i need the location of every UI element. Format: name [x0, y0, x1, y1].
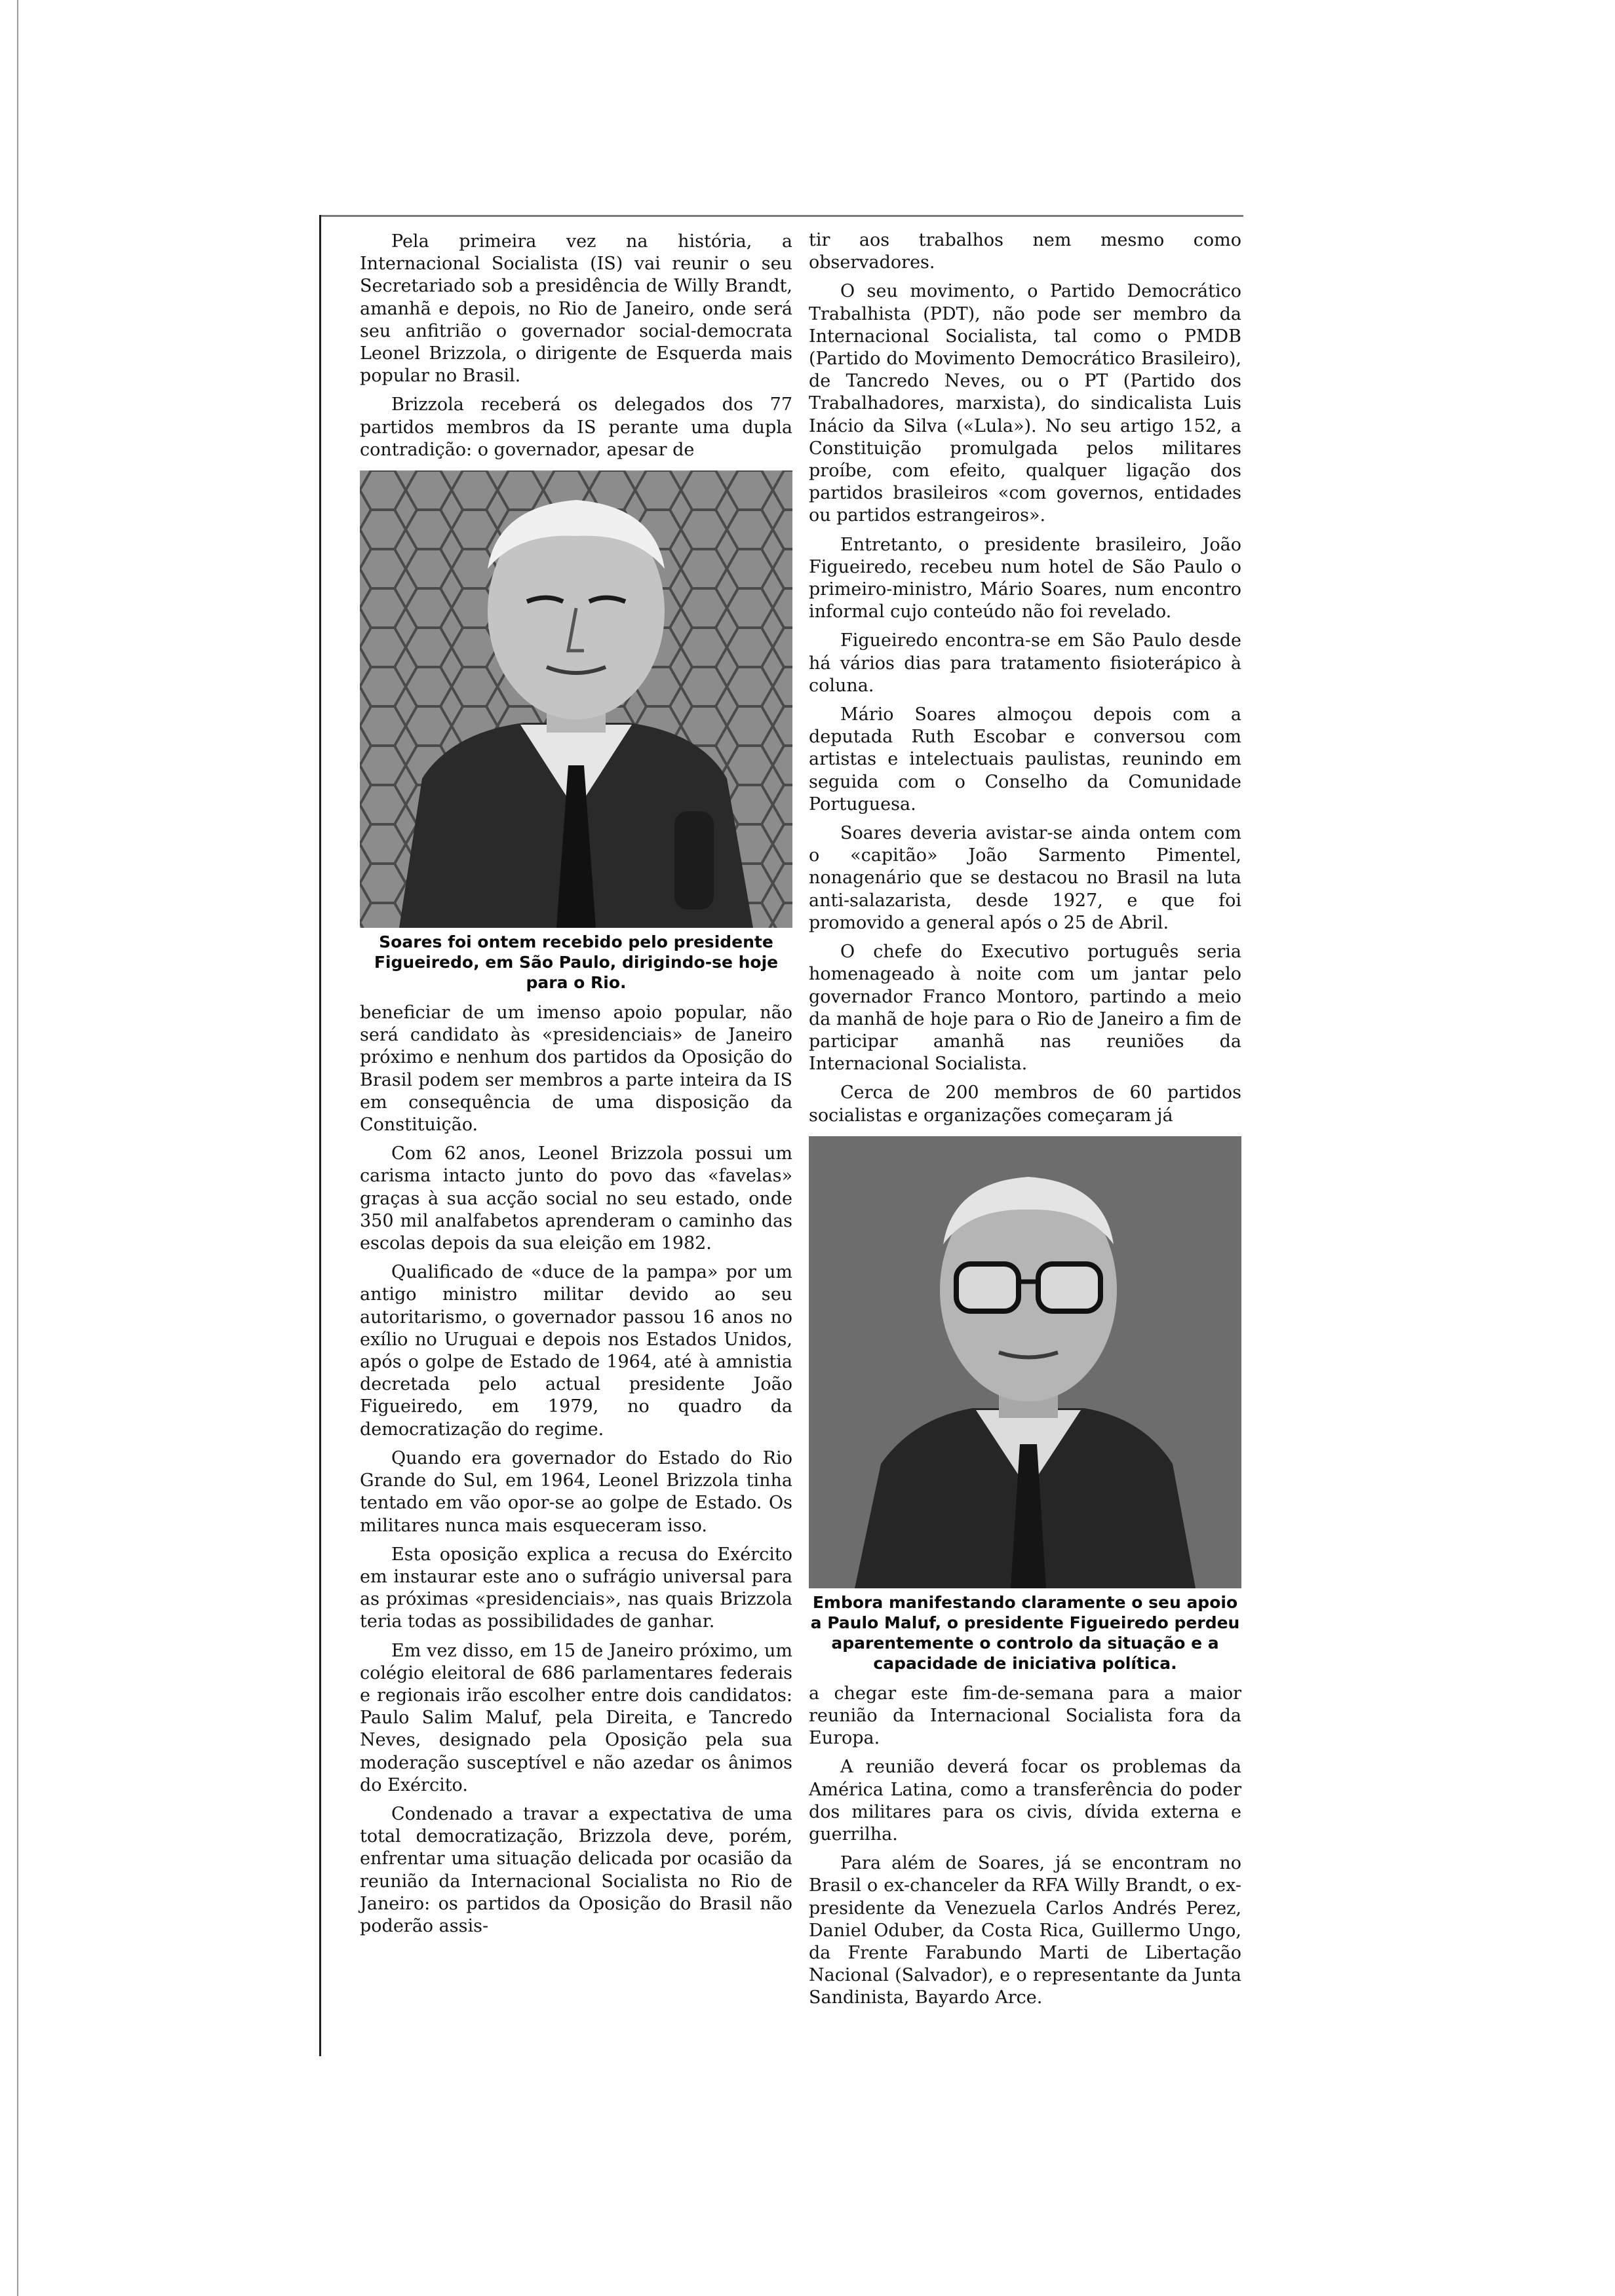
article-paragraph: Em vez disso, em 15 de Janeiro próximo, um colégio eleitoral de 686 parlamentares federais e regionais irão escolher entre dois candidatos: Paulo Salim Maluf, pela Direita, e Tancredo Neves, designado pela Oposição pela sua moderação susceptível e não azedar os ânimos do Exército.: [360, 1640, 792, 1795]
photo-caption: Embora manifestando claramente o seu apoio a Paulo Maluf, o presidente Figueiredo perdeu aparentemente o controlo da situação e a capacidade de iniciativa política.: [810, 1592, 1240, 1673]
scan-edge-line: [17, 0, 18, 2296]
newspaper-clipping: [319, 215, 1250, 2063]
article-column-left: [360, 231, 792, 1944]
article-paragraph: Quando era governador do Estado do Rio Grande do Sul, em 1964, Leonel Brizzola tinha tentado em vão opor-se ao golpe de Estado. Os militares nunca mais esqueceram isso.: [360, 1447, 792, 1536]
article-paragraph: a chegar este fim-de-semana para a maior reunião da Internacional Socialista fora da Europa.: [809, 1683, 1241, 1749]
article-paragraph: Com 62 anos, Leonel Brizzola possui um carisma intacto junto do povo das «favelas» graças à sua acção social no seu estado, onde 350 mil analfabetos aprenderam o caminho das escolas depois da sua eleição em 1982.: [360, 1143, 792, 1254]
portrait-photo-maluf: [809, 1136, 1241, 1588]
article-paragraph: Mário Soares almoçou depois com a deputada Ruth Escobar e conversou com artistas e intelectuais paulistas, reunindo em seguida com o Conselho da Comunidade Portuguesa.: [809, 704, 1241, 814]
article-paragraph: O seu movimento, o Partido Democrático Trabalhista (PDT), não pode ser membro da Internacional Socialista, tal como o PMDB (Partido do Movimento Democrático Brasileiro), de Tancredo Neves, ou o PT (Partido dos Trabalhadores, marxista), do sindicalista Luis Inácio da Silva («Lula»). No seu artigo 152, a Constituição promulgada pelos militares proíbe, com efeito, qualquer ligação dos partidos brasileiros «com governos, entidades ou partidos estrangeiros».: [809, 281, 1241, 526]
article-paragraph: Figueiredo encontra-se em São Paulo desde há vários dias para tratamento fisioterápico à coluna.: [809, 630, 1241, 696]
article-paragraph: Brizzola receberá os delegados dos 77 partidos membros da IS perante uma dupla contradição: o governador, apesar de: [360, 394, 792, 460]
portrait-photo-maluf-image: [809, 1136, 1241, 1588]
photo-caption: Soares foi ontem recebido pelo presidente Figueiredo, em São Paulo, dirigindo-se hoje para o Rio.: [374, 932, 779, 993]
article-paragraph: Entretanto, o presidente brasileiro, João Figueiredo, recebeu num hotel de São Paulo o primeiro-ministro, Mário Soares, num encontro informal cujo conteúdo não foi revelado.: [809, 534, 1241, 622]
article-paragraph: O chefe do Executivo português seria homenageado à noite com um jantar pelo governador Franco Montoro, partindo a meio da manhã de hoje para o Rio de Janeiro a fim de participar amanhã nas reuniões da Internacional Socialista.: [809, 942, 1241, 1075]
article-paragraph: Para além de Soares, já se encontram no Brasil o ex-chanceler da RFA Willy Brandt, o ex-presidente da Venezuela Carlos Andrés Perez, Daniel Oduber, da Costa Rica, Guillermo Ungo, da Frente Farabundo Marti de Libertação Nacional (Salvador), e o representante da Junta Sandinista, Bayardo Arce.: [809, 1853, 1241, 2008]
clipping-left-rule: [319, 215, 321, 2056]
portrait-photo-brizzola-image: [360, 470, 792, 928]
article-paragraph: Condenado a travar a expectativa de uma total democratização, Brizzola deve, porém, enfrentar uma situação delicada por ocasião da reunião da Internacional Socialista no Rio de Janeiro: os partidos da Oposição do Brasil não poderão assis-: [360, 1803, 792, 1936]
article-column-right: [809, 229, 1241, 2016]
clipping-top-rule: [319, 215, 1243, 217]
article-paragraph: Cerca de 200 membros de 60 partidos socialistas e organizações começaram já: [809, 1082, 1241, 1126]
article-paragraph: Pela primeira vez na história, a Internacional Socialista (IS) vai reunir o seu Secretariado sob a presidência de Willy Brandt, amanhã e depois, no Rio de Janeiro, onde será seu anfitrião o governador social-democrata Leonel Brizzola, o dirigente de Esquerda mais popular no Brasil.: [360, 231, 792, 387]
portrait-photo-brizzola: [360, 470, 792, 928]
article-paragraph: Soares deveria avistar-se ainda ontem com o «capitão» João Sarmento Pimentel, nonagenário que se destacou no Brasil na luta anti-salazarista, desde 1927, e que foi promovido a general após o 25 de Abril.: [809, 823, 1241, 933]
article-paragraph: tir aos trabalhos nem mesmo como observadores.: [809, 230, 1241, 273]
article-paragraph: A reunião deverá focar os problemas da América Latina, como a transferência do poder dos militares para os civis, dívida externa e guerrilha.: [809, 1757, 1241, 1845]
article-paragraph: Qualificado de «duce de la pampa» por um antigo ministro militar devido ao seu autoritarismo, o governador passou 16 anos no exílio no Uruguai e depois nos Estados Unidos, após o golpe de Estado de 1964, até à amnistia decretada pelo actual presidente João Figueiredo, em 1979, no quadro da democratização do regime.: [360, 1262, 792, 1440]
article-paragraph: beneficiar de um imenso apoio popular, não será candidato às «presidenciais» de Janeiro próximo e nenhum dos partidos da Oposição do Brasil podem ser membros a parte inteira da IS em consequência de uma disposição da Constituição.: [360, 1003, 792, 1136]
article-paragraph: Esta oposição explica a recusa do Exército em instaurar este ano o sufrágio universal para as próximas «presidenciais», nas quais Brizzola teria todas as possibilidades de ganhar.: [360, 1544, 792, 1632]
